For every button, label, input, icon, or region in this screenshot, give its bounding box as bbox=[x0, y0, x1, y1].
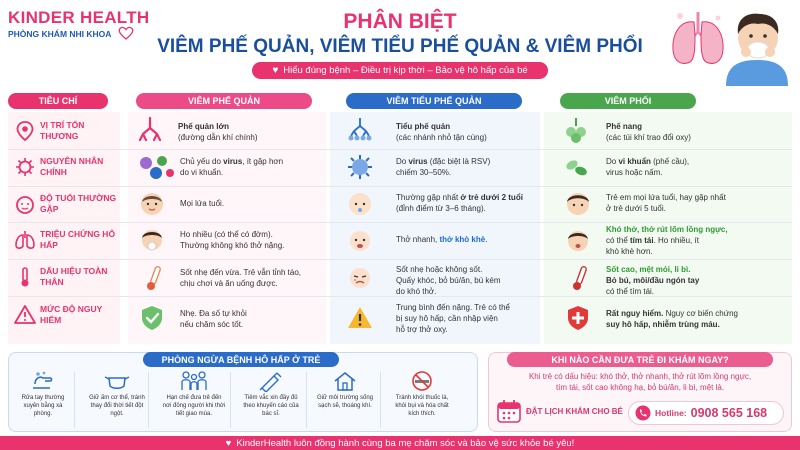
vp-cause-t2: (phế cầu), bbox=[650, 157, 690, 166]
hotline-number: 0908 565 168 bbox=[690, 406, 768, 420]
crying-baby-icon bbox=[346, 264, 374, 292]
vp-cause-t1: Do bbox=[606, 157, 619, 166]
row-divider bbox=[8, 186, 792, 187]
vp-location bbox=[606, 121, 786, 143]
vp-systemic bbox=[606, 264, 792, 297]
row-divider bbox=[8, 259, 792, 260]
vp-location-sub: (các túi khí trao đổi oxy) bbox=[606, 133, 691, 142]
vtpq-age bbox=[396, 192, 536, 214]
page-title-line1: PHÂN BIỆT bbox=[343, 10, 457, 33]
vtpq-symptoms-t1: Thở nhanh, bbox=[396, 235, 440, 244]
vp-symptoms bbox=[606, 224, 792, 257]
vtpq-location-main: Tiểu phế quản bbox=[396, 122, 451, 131]
vtpq-cause-sub: chiếm 30–50%. bbox=[396, 168, 452, 177]
sick-child-illustration-icon bbox=[718, 4, 796, 86]
header-vpq: VIÊM PHẾ QUẢN bbox=[136, 93, 312, 109]
vpq-cause-sub: do vi khuẩn. bbox=[180, 168, 224, 177]
criteria-age: ĐỘ TUỔI THƯỜNG GẶP bbox=[40, 193, 117, 214]
criteria-danger: MỨC ĐỘ NGUY HIỂM bbox=[40, 304, 103, 325]
vtpq-danger-t2: bị suy hô hấp, cần nhập viện bbox=[396, 314, 498, 323]
vp-age-sub: ở trẻ dưới 5 tuổi. bbox=[606, 204, 666, 213]
location-pin-icon bbox=[14, 120, 36, 142]
vpq-systemic-t2: chịu chơi và ăn uống được. bbox=[180, 279, 278, 288]
prevention-item bbox=[88, 370, 146, 418]
vtpq-danger bbox=[396, 302, 536, 335]
vp-cause-bold: vi khuẩn bbox=[618, 157, 651, 166]
vp-symptoms-t3: khò khè hơn. bbox=[606, 247, 653, 256]
wheezing-baby-icon bbox=[346, 227, 374, 255]
vpq-age bbox=[180, 198, 320, 209]
row-divider bbox=[8, 222, 792, 223]
vp-age bbox=[606, 192, 786, 214]
hotline-button[interactable] bbox=[628, 401, 784, 425]
vtpq-symptoms-t2: . bbox=[485, 235, 488, 244]
vpq-symptoms bbox=[180, 229, 320, 251]
shield-check-icon bbox=[138, 304, 166, 332]
vp-systemic-bold: Bỏ bú, môi/đầu ngón tay bbox=[606, 276, 700, 285]
germs-icon bbox=[136, 153, 176, 181]
thermometer-icon bbox=[14, 266, 36, 288]
prevention-item bbox=[14, 370, 72, 418]
vp-symptoms-bold: tím tái bbox=[630, 236, 654, 245]
vp-age-t1: Trẻ em mọi lứa tuổi, hay gặp nhất bbox=[606, 193, 726, 202]
vpq-systemic bbox=[180, 267, 320, 289]
high-fever-thermometer-icon bbox=[566, 264, 594, 292]
vpq-location bbox=[178, 121, 318, 143]
vpq-systemic-t1: Sốt nhẹ đến vừa. Trẻ vẫn tỉnh táo, bbox=[180, 268, 301, 277]
syringe-icon bbox=[258, 370, 284, 392]
vpq-danger-t1: Nhẹ. Đa số tự khỏi bbox=[180, 309, 247, 318]
mask-icon bbox=[104, 370, 130, 392]
alveoli-icon bbox=[562, 116, 590, 144]
vtpq-age-sub: (đỉnh điểm từ 3–6 tháng). bbox=[396, 204, 486, 213]
breathless-child-icon bbox=[564, 227, 592, 255]
warning-icon bbox=[14, 304, 36, 326]
bacteria-icon bbox=[562, 153, 590, 181]
vtpq-location bbox=[396, 121, 536, 143]
no-smoking-icon bbox=[409, 370, 435, 392]
toddler-icon bbox=[138, 190, 166, 218]
prevention-text: Giữ ấm cơ thể, tránh thay đổi thời tiết đột ngột. bbox=[89, 395, 145, 417]
header-criteria: TIÊU CHÍ bbox=[8, 93, 108, 109]
prevention-item bbox=[314, 370, 376, 410]
footer-banner bbox=[0, 436, 800, 450]
vp-danger-bold: Rất nguy hiểm. bbox=[606, 309, 664, 318]
vpq-age-text: Mọi lứa tuổi. bbox=[180, 199, 225, 208]
brand-name: KINDER HEALTH bbox=[8, 8, 150, 27]
house-icon bbox=[332, 370, 358, 392]
vtpq-danger-t1: Trung bình đến nặng. Trẻ có thể bbox=[396, 303, 511, 312]
vpq-danger-t2: nếu chăm sóc tốt. bbox=[180, 320, 244, 329]
bronchi-icon bbox=[136, 116, 164, 144]
hand-wash-icon bbox=[30, 370, 56, 392]
vtpq-cause-t2: (đặc biệt là RSV) bbox=[427, 157, 491, 166]
vp-symptoms-green: Khó thở, thở rút lõm lồng ngực, bbox=[606, 225, 728, 234]
prevention-text: Tiêm vắc xin đầy đủ theo khuyến cáo của bác sĩ. bbox=[243, 395, 299, 417]
prevention-text: Hạn chế đưa trẻ đến nơi đông người khi thời tiết giao mùa. bbox=[162, 395, 226, 417]
prevention-text: Rửa tay thường xuyên bằng xà phòng. bbox=[21, 395, 65, 417]
prevention-divider bbox=[306, 372, 307, 428]
vpq-symptoms-t2: Thường không khó thở nặng. bbox=[180, 241, 285, 250]
vtpq-danger-t3: hỗ trợ thở oxy. bbox=[396, 325, 448, 334]
vtpq-age-t1: Thường gặp nhất bbox=[396, 193, 461, 202]
medical-cross-shield-icon bbox=[564, 304, 592, 332]
prevention-divider bbox=[230, 372, 231, 428]
prevention-item bbox=[162, 370, 226, 418]
vpq-cause-t1: Chủ yếu do bbox=[180, 157, 224, 166]
urgent-care-text bbox=[496, 371, 784, 393]
prevention-title: PHÒNG NGỪA BỆNH HÔ HẤP Ở TRẺ bbox=[143, 352, 339, 367]
urgent-care-line2: tím tái, sốt cao không hạ, bỏ bú/ăn, li bì, mệt lả. bbox=[555, 383, 725, 392]
prevention-divider bbox=[74, 372, 75, 428]
prevention-divider bbox=[380, 372, 381, 428]
prevention-divider bbox=[148, 372, 149, 428]
child-icon bbox=[564, 190, 592, 218]
rsv-virus-icon bbox=[346, 153, 374, 181]
vp-systemic-green: Sốt cao, mệt mỏi, li bì. bbox=[606, 265, 691, 274]
footer-text: KinderHealth luôn đồng hành cùng ba mẹ chăm sóc và bảo vệ sức khỏe bé yêu! bbox=[236, 437, 575, 449]
vp-danger-bold2: suy hô hấp, nhiễm trùng máu. bbox=[606, 320, 720, 329]
header-vp: VIÊM PHỔI bbox=[560, 93, 696, 109]
urgent-care-title: KHI NÀO CẦN ĐƯA TRẺ ĐI KHÁM NGAY? bbox=[507, 352, 773, 367]
vp-cause bbox=[606, 156, 786, 178]
prevention-text: Giữ môi trường sống sạch sẽ, thoáng khí. bbox=[317, 395, 373, 409]
vtpq-symptoms-blue: thở khò khè bbox=[439, 235, 486, 244]
family-icon bbox=[179, 370, 209, 392]
criteria-location: VỊ TRÍ TỔN THƯƠNG bbox=[40, 120, 85, 141]
vp-danger bbox=[606, 308, 792, 330]
baby-face-icon bbox=[14, 193, 36, 215]
virus-icon bbox=[14, 156, 36, 178]
prevention-item bbox=[390, 370, 454, 418]
bronchioles-icon bbox=[346, 116, 374, 144]
vp-danger-t1: Nguy cơ biến chứng bbox=[663, 309, 738, 318]
criteria-cause: NGUYÊN NHÂN CHÍNH bbox=[40, 156, 104, 177]
brand-tagline: PHÒNG KHÁM NHI KHOA bbox=[8, 29, 112, 39]
caution-icon bbox=[346, 304, 374, 332]
phone-icon bbox=[635, 405, 651, 421]
vpq-cause-bold: virus bbox=[223, 157, 243, 166]
vtpq-cause bbox=[396, 156, 536, 178]
subtitle-text: Hiểu đúng bệnh – Điều trị kịp thời – Bảo vệ hô hấp của bé bbox=[283, 65, 528, 76]
vpq-cause-t2: , ít gặp hơn bbox=[242, 157, 284, 166]
mild-thermometer-icon bbox=[140, 264, 168, 292]
heart-icon: ♥ bbox=[225, 437, 232, 449]
lungs-icon bbox=[14, 229, 36, 251]
book-appointment-link[interactable]: ĐẶT LỊCH KHÁM CHO BÉ bbox=[526, 407, 623, 416]
vpq-cause bbox=[180, 156, 320, 178]
vtpq-systemic bbox=[396, 264, 536, 297]
vtpq-systemic-t1: Sốt nhẹ hoặc không sốt. bbox=[396, 265, 483, 274]
page-title-line2: VIÊM PHẾ QUẢN, VIÊM TIỂU PHẾ QUẢN & VIÊM PHỔI bbox=[157, 36, 643, 57]
coughing-child-icon bbox=[138, 227, 166, 255]
prevention-text: Tránh khói thuốc lá, khói bụi và hóa chất kích thích. bbox=[395, 395, 449, 417]
vtpq-cause-bold: virus bbox=[408, 157, 428, 166]
hotline-label: Hotline: bbox=[655, 408, 687, 418]
vtpq-age-bold: ở trẻ dưới 2 tuổi bbox=[460, 193, 523, 202]
vtpq-symptoms bbox=[396, 234, 536, 245]
criteria-systemic: DẤU HIỆU TOÀN THÂN bbox=[40, 266, 108, 287]
vpq-danger bbox=[180, 308, 320, 330]
row-divider bbox=[8, 149, 792, 150]
urgent-care-line1: Khi trẻ có dấu hiệu: khó thở, thở nhanh, thở rút lõm lồng ngực, bbox=[528, 372, 752, 381]
vpq-location-main: Phế quản lớn bbox=[178, 122, 230, 131]
vp-symptoms-t1: có thể bbox=[606, 236, 631, 245]
vtpq-systemic-t3: do khó thở. bbox=[396, 287, 437, 296]
heart-icon: ♥ bbox=[272, 65, 279, 76]
vtpq-systemic-t2: Quấy khóc, bỏ bú/ăn, bú kém bbox=[396, 276, 501, 285]
infant-icon bbox=[346, 190, 374, 218]
vpq-symptoms-t1: Ho nhiều (có thể có đờm). bbox=[180, 230, 273, 239]
vtpq-location-sub: (các nhánh nhỏ tận cùng) bbox=[396, 133, 487, 142]
prevention-item bbox=[240, 370, 302, 418]
vp-location-main: Phế nang bbox=[606, 122, 643, 131]
subtitle-banner bbox=[252, 62, 548, 79]
criteria-symptoms: TRIỆU CHỨNG HÔ HẤP bbox=[40, 229, 116, 250]
vpq-location-sub: (đường dẫn khí chính) bbox=[178, 133, 258, 142]
vp-systemic-t3: có thể tím tái. bbox=[606, 287, 655, 296]
vtpq-cause-t1: Do bbox=[396, 157, 409, 166]
calendar-icon bbox=[496, 398, 522, 424]
vp-symptoms-t2: . Ho nhiều, ít bbox=[653, 236, 699, 245]
vp-cause-sub: virus hoặc nấm. bbox=[606, 168, 663, 177]
header-vtpq: VIÊM TIỂU PHẾ QUẢN bbox=[346, 93, 522, 109]
